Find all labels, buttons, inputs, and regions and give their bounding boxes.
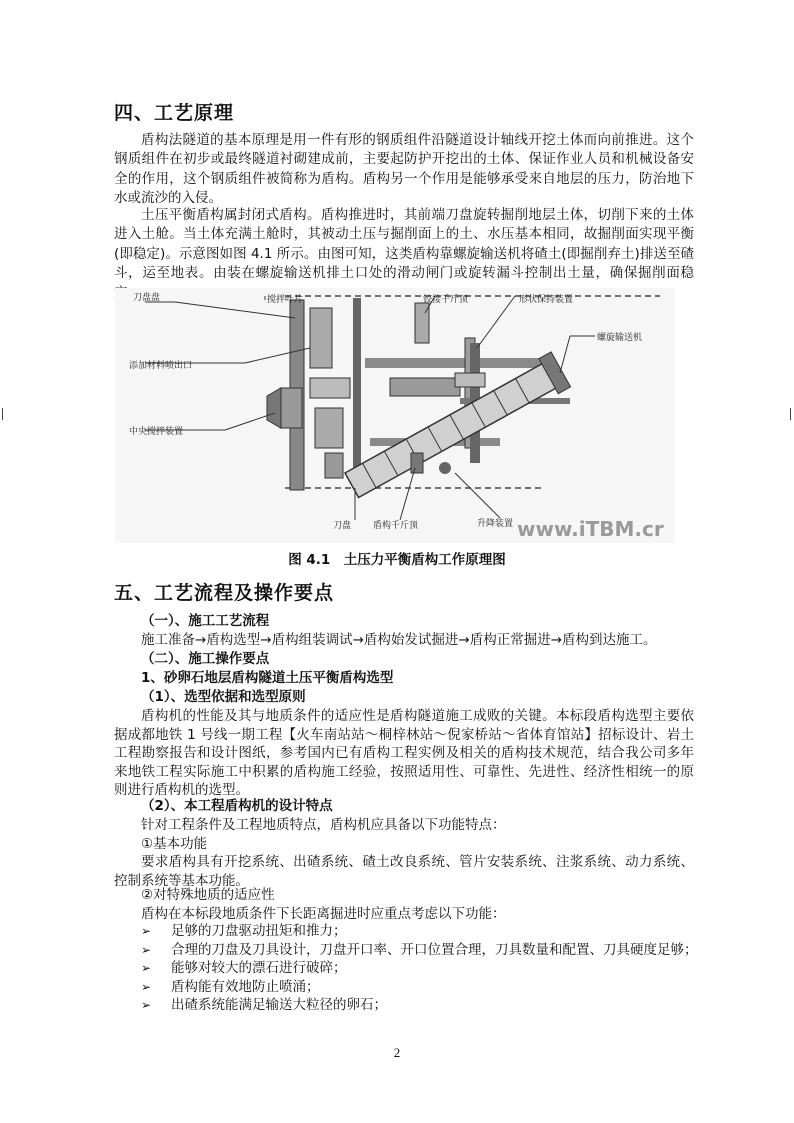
basic-function-title: ①基本功能 <box>141 836 208 852</box>
watermark: www.iTBM.cr <box>517 517 664 541</box>
arrow-bullet-icon: ➢ <box>141 998 152 1013</box>
margin-marker-left <box>2 408 3 420</box>
label-hinge-jack: 铰接千斤顶 <box>423 295 469 305</box>
label-additive-port: 添加材料喷出口 <box>129 361 193 371</box>
label-center-mixer: 中央搅拌装置 <box>129 427 184 437</box>
list-item: ➢ 能够对较大的漂石进行破碎； <box>141 960 347 977</box>
label-shield-jack: 盾构千斤顶 <box>373 521 419 531</box>
list-item: ➢ 盾构能有效地防止喷涌； <box>141 978 320 995</box>
section-heading-4: 四、工艺原理 <box>114 102 235 124</box>
arrow-bullet-icon: ➢ <box>141 961 152 976</box>
function-bullet-list <box>141 922 721 1015</box>
arrow-bullet-icon: ➢ <box>141 924 152 938</box>
item-shield-selection: 1、砂卵石地层盾构隧道土压平衡盾构选型 <box>141 670 394 686</box>
basic-function-text: 要求盾构具有开挖系统、出碴系统、碴土改良系统、管片安装系统、注浆系统、动力系统、控制系统等基本功能。 <box>114 854 694 889</box>
special-geology-title: ②对特殊地质的适应性 <box>141 887 275 903</box>
item-design-features: （2）、本工程盾构机的设计特点 <box>141 798 333 814</box>
list-item: ➢ 出碴系统能满足输送大粒径的卵石； <box>141 997 387 1014</box>
label-erector: 升降装置 <box>477 519 514 529</box>
list-item: ➢ 足够的刀盘驱动扭矩和推力； <box>141 923 347 939</box>
label-cutter-head: 刀盘 <box>333 521 352 531</box>
page-number: 2 <box>393 1045 401 1060</box>
paragraph-principle-1: 盾构法隧道的基本原理是用一件有形的钢质组件沿隧道设计轴线开挖土体而向前推进。这个钢质组件在初步或最终隧道衬砌建成前，主要起防护开挖出的土体、保证作业人员和机械设备安全的作用，这个钢质组件被简称为盾构。盾构另一个作用是能够承受来自地层的压力，防治地下水或流沙的入侵。 <box>114 132 694 207</box>
process-flow-text: 施工准备→盾构选型→盾构组装调试→盾构始发试掘进→盾构正常掘进→盾构到达施工。 <box>141 632 657 648</box>
design-features-text: 针对工程条件及工程地质特点，盾构机应具备以下功能特点： <box>141 817 506 833</box>
subheading-process-flow: （一）、施工工艺流程 <box>141 613 270 629</box>
margin-marker-right <box>790 408 791 420</box>
item-selection-basis: （1）、选型依据和选型原则 <box>141 689 306 705</box>
shield-machine-diagram <box>115 288 675 543</box>
label-mixing-blade: 搅拌叶片 <box>267 295 304 305</box>
subheading-operation-points: （二）、施工操作要点 <box>141 651 270 667</box>
paragraph-principle-2: 土压平衡盾构属封闭式盾构。盾构推进时，其前端刀盘旋转掘削地层土体，切削下来的土体进入土舱。当土体充满土舱时，其被动土压与掘削面上的土、水压基本相同，故掘削面实现平衡(即稳定)。示意图如图 4.1 所示。由图可知，这类盾构靠螺旋输送机将碴土(即掘削弃土)排送至碴斗，运至地表。由装在螺旋输送机排土口处的滑动闸门或旋转漏斗控制出土量，确保掘削面稳 <box>114 207 694 282</box>
arrow-bullet-icon: ➢ <box>141 942 152 957</box>
special-geology-text: 盾构在本标段地质条件下长距离掘进时应重点考虑以下功能： <box>141 906 506 922</box>
label-screw-conveyor: 螺旋输送机 <box>597 333 643 343</box>
arrow-bullet-icon: ➢ <box>141 979 152 994</box>
label-shape-holder: 形状保持装置 <box>519 295 574 305</box>
list-item: ➢ 合理的刀盘及刀具设计，刀盘开口率、开口位置合理，刀具数量和配置、刀具硬度足够； <box>141 941 698 958</box>
figure-caption: 图 4.1 土压力平衡盾构工作原理图 <box>288 552 506 568</box>
section-heading-5: 五、工艺流程及操作要点 <box>114 582 335 604</box>
selection-basis-text: 盾构机的性能及其与地质条件的适应性是盾构隧道施工成败的关键。本标段盾构选型主要依据成都地铁 1 号线一期工程【火车南站站～桐梓林站～倪家桥站～省体育馆站】招标设计、岩土工程勘察报告和设计图纸，参考国内已有盾构工程实例及相关的盾构技术规范，结合我公司多年来地铁工程实际施工中积累的盾构施工经验，按照适用性、可靠性、先进性、经济性相统一的原则进行盾构机的选型。 <box>114 708 694 799</box>
label-cutter-head-panel: 刀盘盘 <box>133 293 161 303</box>
